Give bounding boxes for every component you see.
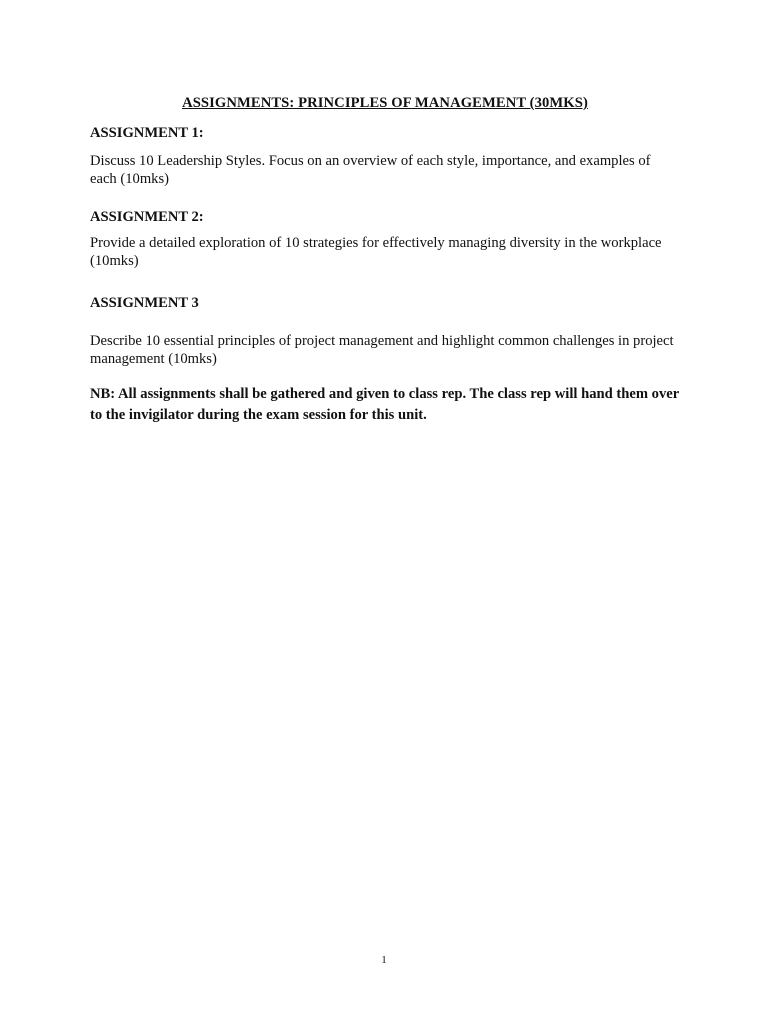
document-title: ASSIGNMENTS: PRINCIPLES OF MANAGEMENT (30MKS) — [182, 95, 588, 111]
assignment-1-heading: ASSIGNMENT 1: — [90, 125, 204, 141]
assignment-2-text: Provide a detailed exploration of 10 strategies for effectively managing diversity in the workplace (10mks) — [90, 235, 662, 269]
document-body — [90, 94, 680, 426]
submission-note: NB: All assignments shall be gathered and given to class rep. The class rep will hand them over to the invigilator during the exam session for this unit. — [90, 386, 679, 423]
assignment-3-heading: ASSIGNMENT 3 — [90, 295, 199, 311]
assignment-1-text: Discuss 10 Leadership Styles. Focus on an overview of each style, importance, and examples of each (10mks) — [90, 153, 651, 187]
assignment-3-text: Describe 10 essential principles of project management and highlight common challenges in project management (10mks) — [90, 333, 674, 367]
assignment-2-heading: ASSIGNMENT 2: — [90, 209, 204, 225]
page-number: 1 — [381, 954, 387, 966]
